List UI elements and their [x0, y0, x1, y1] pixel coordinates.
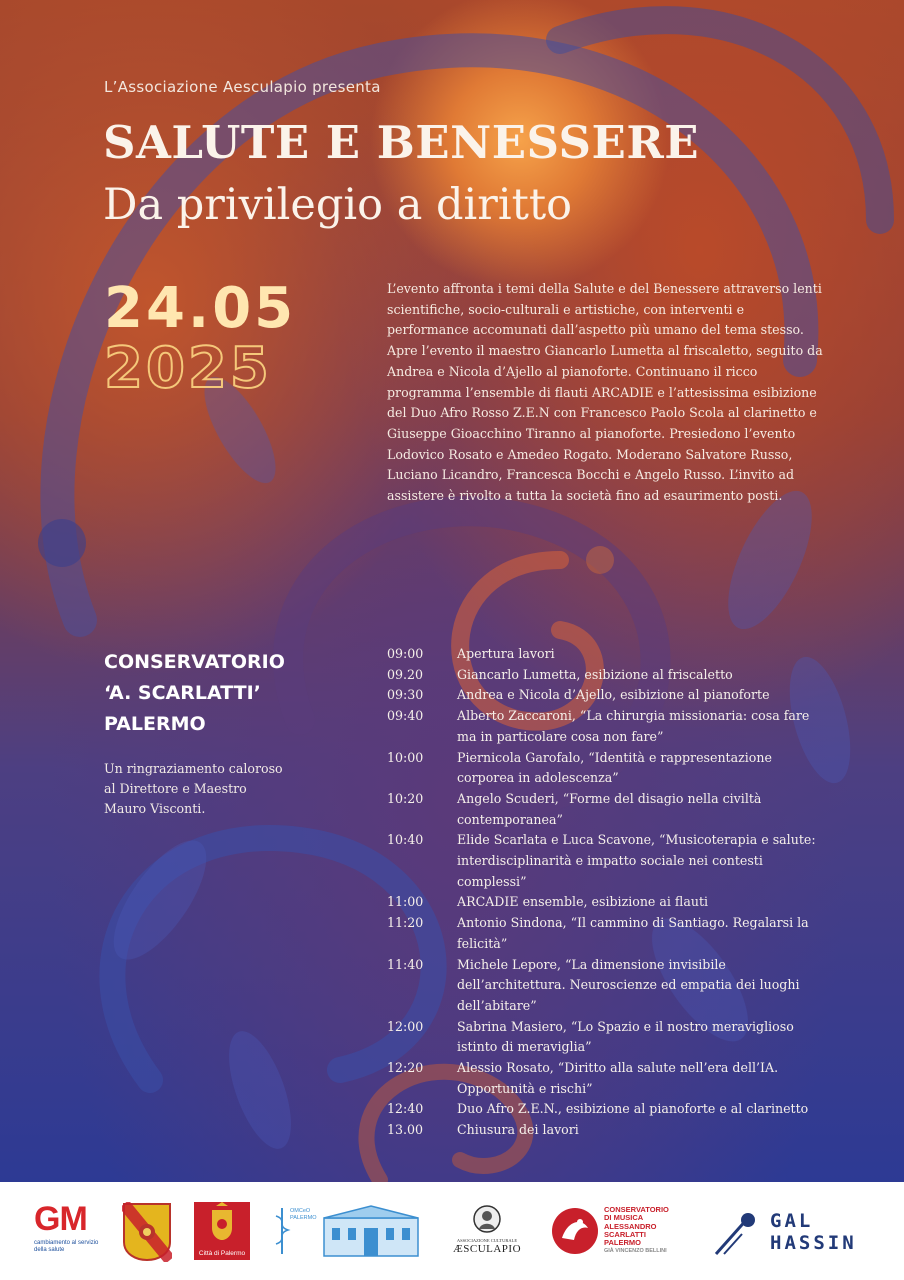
presenter-line: L’Associazione Aesculapio presenta [104, 78, 381, 96]
program-item: ARCADIE ensemble, esibizione ai flauti [457, 894, 709, 910]
event-subtitle: Da privilegio a diritto [103, 180, 573, 230]
program-row [387, 1017, 827, 1058]
program-row [387, 789, 827, 830]
program-row [387, 1120, 827, 1141]
thanks-line: Mauro Visconti. [104, 801, 206, 816]
conservatorio-logo [550, 1206, 700, 1260]
gal-line: GAL [770, 1210, 814, 1232]
program-time: 13.00 [387, 1122, 424, 1138]
conservatorio-line: DI MUSICA [604, 1213, 644, 1223]
program-item: Angelo Scuderi, “Forme del disagio nella civiltà contemporanea” [457, 790, 762, 827]
gal-line: HASSIN [770, 1232, 857, 1254]
gm-logo-caption: cambiamento al servizio della salute [34, 1240, 99, 1253]
program-row [387, 665, 827, 686]
program-row [387, 892, 827, 913]
program-schedule [387, 644, 827, 1141]
program-row [387, 1058, 827, 1099]
program-row [387, 706, 827, 747]
program-item: Chiusura dei lavori [457, 1122, 579, 1138]
venue-name [104, 647, 285, 740]
program-item: Duo Afro Z.E.N., esibizione al pianoforte e al clarinetto [457, 1101, 809, 1117]
gm-logo-letters: GM [34, 1200, 87, 1238]
program-time: 09:00 [387, 646, 424, 661]
program-item: Alberto Zaccaroni, “La chirurgia missionaria: cosa fare ma in particolare cosa non fare” [457, 708, 810, 744]
conservatorio-line: GIÀ VINCENZO BELLINI [604, 1248, 667, 1255]
gal-star-icon [712, 1208, 762, 1258]
program-item: Piernicola Garofalo, “Identità e rappresentazione corporea in adolescenza” [457, 749, 772, 786]
program-time: 12:00 [387, 1018, 424, 1034]
conservatorio-emblem-icon [550, 1206, 600, 1256]
omceo-caption: OMCeO PALERMO [290, 1208, 317, 1221]
sponsor-footer [0, 1182, 904, 1280]
gal-hassin-text [770, 1210, 857, 1254]
program-time: 10:40 [387, 832, 424, 848]
program-item: Michele Lepore, “La dimensione invisibile dell’architettura. Neuroscienze ed empatia dei luoghi dell’abitare” [457, 956, 800, 1013]
conservatorio-line: ALESSANDRO [604, 1221, 657, 1231]
thanks-note [104, 759, 283, 819]
omceo-palermo-logo [272, 1204, 422, 1260]
regione-sicilia-logo [122, 1202, 172, 1266]
program-row [387, 955, 827, 1017]
palermo-crest-icon [194, 1202, 250, 1246]
aesculapio-small-caption: ASSOCIAZIONE CULTURALE [456, 1238, 518, 1243]
event-date-day-month: 24.05 [104, 276, 297, 341]
program-row [387, 748, 827, 789]
conservatorio-line: SCARLATTI [604, 1229, 646, 1239]
program-row [387, 1099, 827, 1120]
gal-hassin-logo [712, 1208, 882, 1258]
program-time: 10:20 [387, 790, 424, 806]
palermo-caption: Città di Palermo [198, 1250, 246, 1257]
program-time: 11:00 [387, 894, 424, 910]
program-item: Apertura lavori [457, 646, 555, 661]
program-time: 09.20 [387, 666, 424, 682]
program-time: 10:00 [387, 749, 424, 765]
thanks-line: Un ringraziamento caloroso [104, 761, 283, 776]
program-time: 09:40 [387, 708, 424, 724]
program-row [387, 644, 827, 665]
program-row [387, 685, 827, 706]
event-date-year: 2025 [104, 336, 272, 401]
program-time: 12:40 [387, 1101, 424, 1117]
venue-line: PALERMO [104, 713, 206, 735]
event-description: L’evento affronta i temi della Salute e del Benessere attraverso lenti scientifiche, socio-culturali e artistiche, con interventi e performance accomunati dall’aspetto più umano del tema stesso. Apre l’evento il maestro Giancarlo Lumetta al friscaletto, seguito da Andrea e Nicola d’Ajello al pianoforte. Continuano il ricco programma l’ensemble di flauti ARCADIE e l’attesissima esibizione del Duo Afro Rosso Z.E.N con Francesco Paolo Scola al clarinetto e Giuseppe Gioacchino Tiranno al pianoforte. Presiedono l’evento Lodovico Rosato e Amedeo Rogato. Moderano Salvatore Russo, Luciano Licandro, Francesca Bocchi e Angelo Russo. L’invito ad assistere è rivolto a tutta la società fino ad esaurimento posti. [387, 281, 823, 504]
citta-di-palermo-logo [194, 1202, 250, 1260]
venue-line: ‘A. SCARLATTI’ [104, 682, 261, 704]
program-row [387, 913, 827, 954]
gm-logo [34, 1202, 104, 1254]
conservatorio-text [604, 1206, 669, 1256]
conservatorio-line: CONSERVATORIO [604, 1205, 669, 1214]
program-time: 09:30 [387, 687, 424, 703]
program-item: Elide Scarlata e Luca Scavone, “Musicoterapia e salute: interdisciplinarità e impatto sociale nei contesti complessi” [457, 832, 816, 889]
thanks-line: al Direttore e Maestro [104, 781, 247, 796]
event-title: SALUTE E BENESSERE [103, 116, 700, 169]
program-item: Andrea e Nicola d’Ajello, esibizione al pianoforte [457, 687, 770, 703]
program-item: Giancarlo Lumetta, esibizione al friscaletto [457, 666, 733, 682]
program-time: 12:20 [387, 1060, 424, 1076]
program-item: Alessio Rosato, “Diritto alla salute nell’era dell’IA. Opportunità e rischi” [457, 1060, 779, 1096]
conservatorio-line: PALERMO [604, 1238, 641, 1248]
program-time: 11:20 [387, 915, 424, 931]
program-row [387, 830, 827, 892]
aesculapio-bust-icon [472, 1204, 502, 1234]
program-item: Antonio Sindona, “Il cammino di Santiago. Regalarsi la felicità” [457, 915, 809, 951]
aesculapio-logo [442, 1204, 532, 1255]
venue-line: CONSERVATORIO [104, 651, 285, 673]
aesculapio-name: ÆSCULAPIO [452, 1243, 522, 1255]
trinacria-icon [122, 1202, 172, 1262]
program-item: Sabrina Masiero, “Lo Spazio e il nostro meraviglioso istinto di meraviglia” [457, 1018, 794, 1055]
program-time: 11:40 [387, 956, 424, 972]
